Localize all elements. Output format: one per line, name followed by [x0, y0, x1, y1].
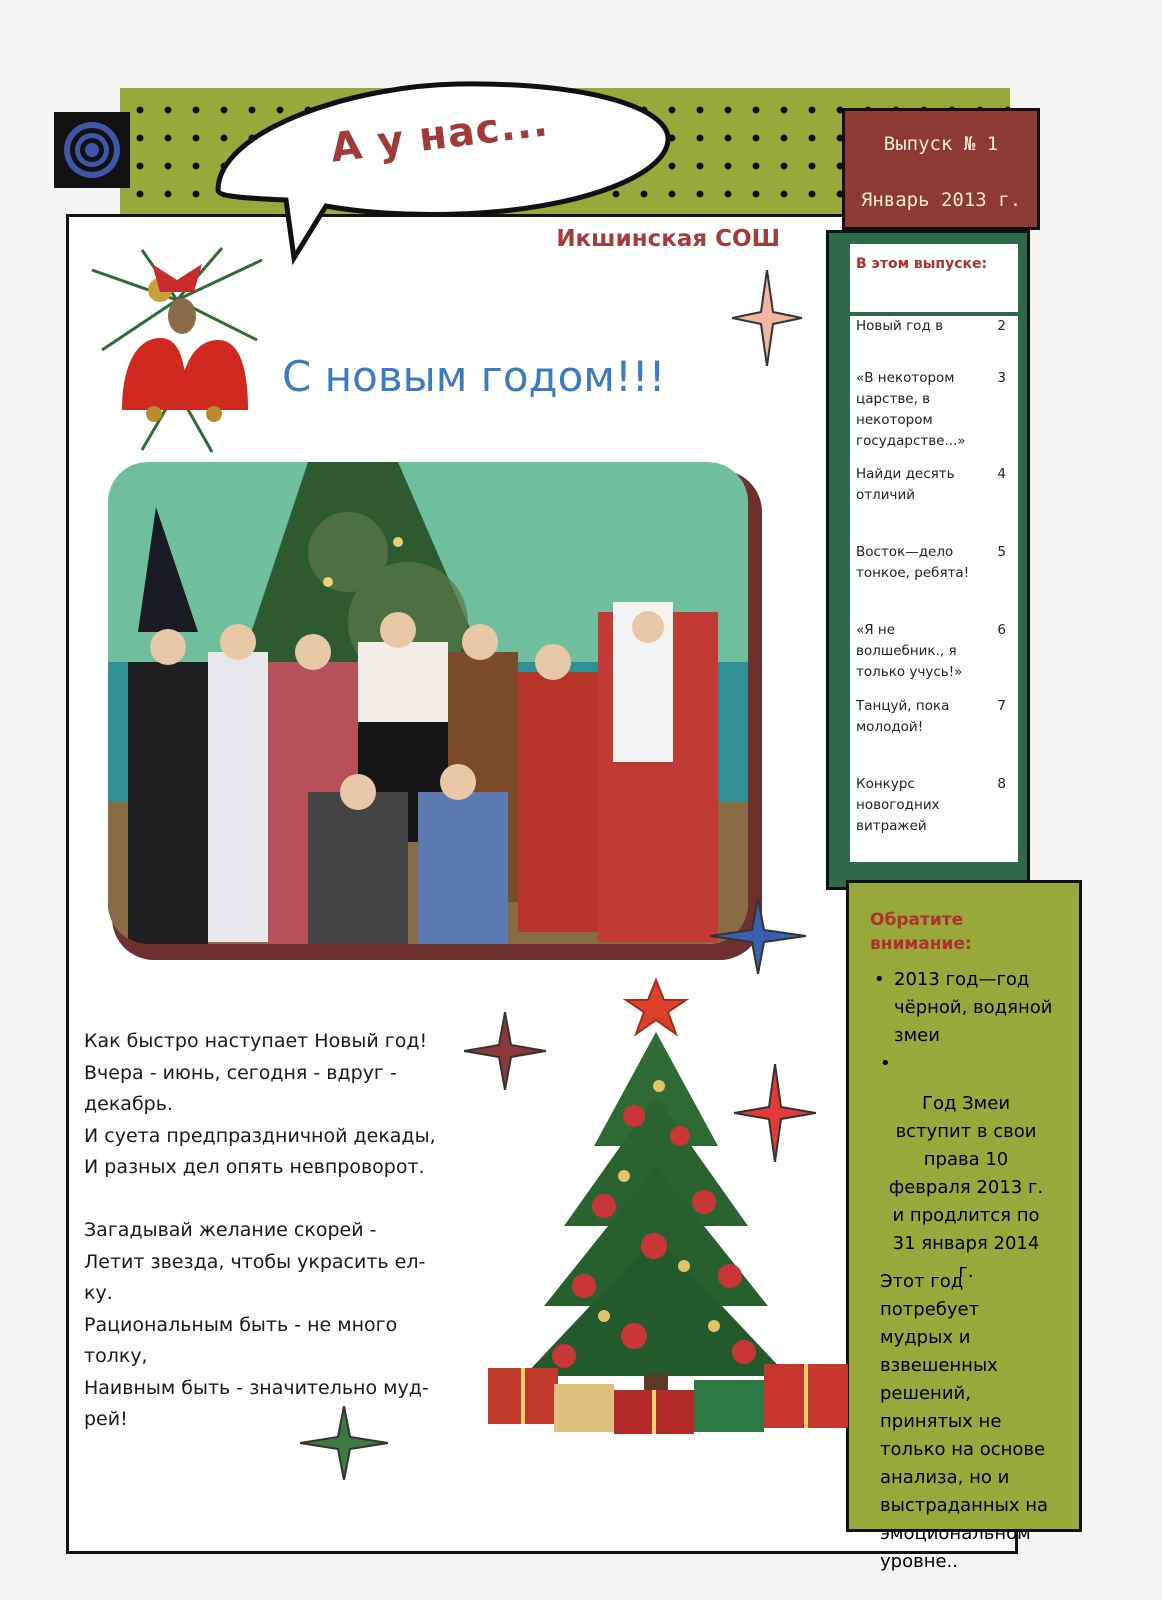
- school-name: Икшинская СОШ: [556, 226, 780, 252]
- toc-item-page: 4: [997, 466, 1006, 482]
- toc-item-title: Восток—дело тонкое, ребята!: [856, 544, 970, 581]
- toc-item[interactable]: [856, 368, 1012, 452]
- poem-line: Летит звезда, чтобы украсить ел-: [84, 1250, 426, 1273]
- poem-line: ку.: [84, 1282, 113, 1304]
- bullet-icon: •: [880, 1053, 891, 1074]
- poem-line: Наивным быть - значительно муд-: [84, 1376, 429, 1399]
- poem-line: И разных дел опять невпроворот.: [84, 1156, 425, 1178]
- bullet-icon: •: [874, 969, 885, 990]
- toc-item[interactable]: [856, 696, 1012, 738]
- poem-line: толку,: [84, 1345, 148, 1367]
- christmas-tree-icon: [484, 976, 854, 1442]
- toc-item-page: 6: [997, 622, 1006, 638]
- poem-line: Как быстро наступает Новый год!: [84, 1030, 428, 1052]
- sparkle-star-icon: [710, 898, 806, 978]
- poem-line: [84, 1184, 484, 1216]
- toc-item-title: Найди десять отличий: [856, 466, 955, 503]
- toc-item[interactable]: [856, 542, 1012, 584]
- toc-list: [850, 316, 1018, 862]
- toc-title: В этом выпуске:: [856, 256, 988, 272]
- sparkle-star-icon: [732, 270, 802, 370]
- headline: С новым годом!!!: [282, 352, 666, 401]
- toc-item-page: 3: [997, 370, 1006, 386]
- note-bullet-2: Год Змеи вступит в свои права 10 февраля 2013 г. и продлится по 31 января 2014 г.: [888, 1093, 1044, 1282]
- toc-item-page: 2: [997, 318, 1006, 334]
- bells-icon: [82, 240, 272, 464]
- poem-line: Вчера - июнь, сегодня - вдруг -: [84, 1061, 397, 1084]
- issue-box: [842, 108, 1040, 230]
- toc-item[interactable]: [856, 620, 1012, 683]
- toc-item-title: Новый год в: [856, 318, 944, 334]
- toc-item-title: Конкурс новогодних витражей: [856, 776, 940, 834]
- note-title: Обратите внимание:: [870, 910, 972, 954]
- toc-item-page: 8: [997, 776, 1006, 792]
- poem-line: Загадывай желание скорей -: [84, 1219, 377, 1241]
- newsletter-title: А у нас...: [328, 99, 551, 172]
- toc-item-page: 7: [997, 698, 1006, 714]
- note-bullet-1: 2013 год—год чёрной, водяной змеи: [894, 969, 1053, 1046]
- issue-number: Выпуск № 1: [883, 133, 999, 155]
- toc-item-page: 5: [997, 544, 1006, 560]
- concentric-target-icon: [54, 112, 130, 188]
- poem: [84, 1026, 484, 1436]
- toc-item[interactable]: [856, 464, 1012, 506]
- toc-item-title: «Я не волшебник., я только учусь!»: [856, 622, 963, 680]
- poem-line: рей!: [84, 1408, 128, 1430]
- toc-header: [850, 244, 1018, 312]
- poem-line: Рациональным быть - не много: [84, 1313, 398, 1336]
- note-paragraph: Этот год потребует мудрых и взвешенных решений, принятых не только на основе анализа, но и выстраданных на эмоциональном уровне..: [880, 1271, 1049, 1572]
- group-photo: [108, 462, 748, 944]
- toc-item[interactable]: [856, 774, 1012, 837]
- toc-item-title: Танцуй, пока молодой!: [856, 698, 950, 735]
- toc-item-title: «В некотором царстве, в некотором государстве...»: [856, 370, 966, 449]
- poem-line: И суета предпраздничной декады,: [84, 1124, 436, 1147]
- issue-date: Январь 2013 г.: [860, 189, 1022, 211]
- toc-item[interactable]: [856, 316, 1012, 337]
- poem-line: декабрь.: [84, 1093, 173, 1115]
